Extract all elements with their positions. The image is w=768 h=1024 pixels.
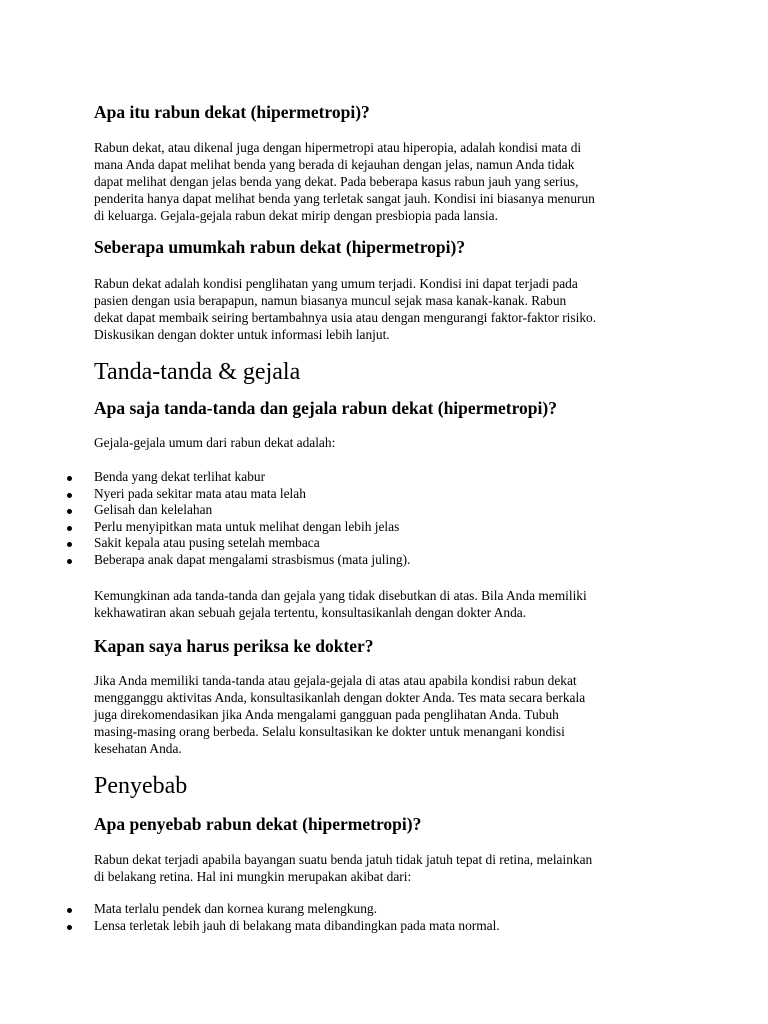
heading-symptoms: Apa saja tanda-tanda dan gejala rabun dekat (hipermetropi)? xyxy=(94,398,557,418)
text-line: juga direkomendasikan jika Anda mengalami gangguan pada penglihatan Anda. Tubuh xyxy=(94,707,559,722)
paragraph-what-is xyxy=(94,139,684,224)
text-line: mana Anda dapat melihat benda yang berada di kejauhan dengan jelas, namun Anda tidak xyxy=(94,157,575,172)
text-line: kesehatan Anda. xyxy=(94,741,182,756)
symptoms-list xyxy=(94,469,410,569)
section-title-signs: Tanda-tanda & gejala xyxy=(94,359,301,385)
text-line: Rabun dekat adalah kondisi penglihatan yang umum terjadi. Kondisi ini dapat terjadi pada xyxy=(94,276,578,291)
paragraph-symptoms-note xyxy=(94,587,684,621)
bullet-icon xyxy=(67,509,72,514)
paragraph-when-doctor xyxy=(94,672,684,757)
text-line: Diskusikan dengan dokter untuk informasi lebih lanjut. xyxy=(94,327,390,342)
text-line: di belakang retina. Hal ini mungkin merupakan akibat dari: xyxy=(94,869,412,884)
list-item: Lensa terletak lebih jauh di belakang mata dibandingkan pada mata normal. xyxy=(94,918,500,935)
text-line: kekhawatiran akan sebuah gejala tertentu, konsultasikanlah dengan dokter Anda. xyxy=(94,605,527,620)
bullet-icon xyxy=(67,908,72,913)
heading-when-doctor: Kapan saya harus periksa ke dokter? xyxy=(94,636,374,656)
paragraph-causes xyxy=(94,851,684,885)
bullet-icon xyxy=(67,526,72,531)
bullet-icon xyxy=(67,476,72,481)
text-line: di keluarga. Gejala-gejala rabun dekat mirip dengan presbiopia pada lansia. xyxy=(94,208,498,223)
text-line: Jika Anda memiliki tanda-tanda atau gejala-gejala di atas atau apabila kondisi rabun dekat xyxy=(94,673,577,688)
text-line: dekat dapat membaik seiring bertambahnya usia atau dengan mengurangi faktor-faktor risiko. xyxy=(94,310,597,325)
list-item: Benda yang dekat terlihat kabur xyxy=(94,469,410,486)
list-item: Perlu menyipitkan mata untuk melihat dengan lebih jelas xyxy=(94,519,410,536)
list-item: Nyeri pada sekitar mata atau mata lelah xyxy=(94,486,410,503)
list-item: Sakit kepala atau pusing setelah membaca xyxy=(94,535,410,552)
list-item: Gelisah dan kelelahan xyxy=(94,502,410,519)
text-line: Gejala-gejala umum dari rabun dekat adalah: xyxy=(94,435,336,450)
list-item: Mata terlalu pendek dan kornea kurang melengkung. xyxy=(94,901,500,918)
heading-causes: Apa penyebab rabun dekat (hipermetropi)? xyxy=(94,814,422,834)
paragraph-how-common xyxy=(94,275,684,343)
text-line: mengganggu aktivitas Anda, konsultasikanlah dengan dokter Anda. Tes mata secara berkala xyxy=(94,690,586,705)
causes-list xyxy=(94,901,500,934)
text-line: Kemungkinan ada tanda-tanda dan gejala yang tidak disebutkan di atas. Bila Anda memiliki xyxy=(94,588,587,603)
section-title-causes: Penyebab xyxy=(94,773,188,799)
text-line: penderita hanya dapat melihat benda yang terletak sangat jauh. Kondisi ini biasanya menurun xyxy=(94,191,595,206)
paragraph-symptoms-intro xyxy=(94,434,684,451)
text-line: dapat melihat dengan jelas benda yang dekat. Pada beberapa kasus rabun jauh yang serius, xyxy=(94,174,579,189)
bullet-icon xyxy=(67,493,72,498)
bullet-icon xyxy=(67,925,72,930)
text-line: pasien dengan usia berapapun, namun biasanya muncul sejak masa kanak-kanak. Rabun xyxy=(94,293,567,308)
heading-how-common: Seberapa umumkah rabun dekat (hipermetropi)? xyxy=(94,237,466,257)
bullet-icon xyxy=(67,559,72,564)
text-line: Rabun dekat terjadi apabila bayangan suatu benda jatuh tidak jatuh tepat di retina, melainkan xyxy=(94,852,593,867)
text-line: Rabun dekat, atau dikenal juga dengan hipermetropi atau hiperopia, adalah kondisi mata di xyxy=(94,140,582,155)
list-item: Beberapa anak dapat mengalami strasbismus (mata juling). xyxy=(94,552,410,569)
bullet-icon xyxy=(67,542,72,547)
heading-what-is: Apa itu rabun dekat (hipermetropi)? xyxy=(94,102,370,122)
text-line: masing-masing orang berbeda. Selalu konsultasikan ke dokter untuk menangani kondisi xyxy=(94,724,565,739)
